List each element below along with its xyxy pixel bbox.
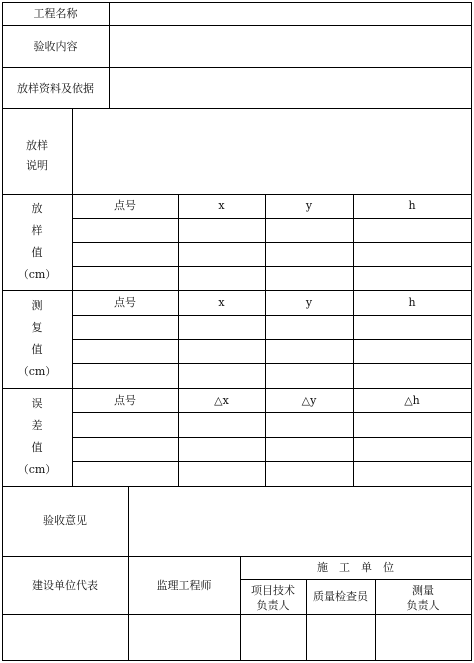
supervisor-label: 监理工程师 (156, 579, 212, 592)
recheck-header-h: h (408, 296, 416, 309)
acceptance-opinion-value[interactable] (129, 487, 471, 556)
stakeout-basis-value[interactable] (110, 68, 471, 108)
quality-inspector-label: 质量检查员 (313, 590, 368, 603)
recheck-header-y: y (305, 296, 313, 309)
col-divider (178, 194, 179, 487)
tech-lead-signature[interactable] (241, 615, 306, 660)
error-values-label: 误 差 值 （cm） (17, 397, 57, 476)
recheck-values-label: 测 复 值 （cm） (17, 299, 57, 378)
stakeout-values-label: 放 样 值 （cm） (17, 202, 57, 281)
grid-line (72, 242, 472, 243)
border-bottom (2, 660, 472, 661)
survey-lead-signature[interactable] (376, 615, 471, 660)
grid-line (72, 461, 472, 462)
supervisor-signature[interactable] (129, 615, 240, 660)
error-header-point: 点号 (114, 394, 136, 407)
stakeout-header-x: x (218, 199, 225, 212)
acceptance-opinion-label: 验收意见 (43, 514, 87, 527)
border-right (471, 2, 472, 661)
stakeout-note-line2: 说明 (26, 159, 48, 172)
col-divider (353, 194, 354, 487)
stakeout-note-line1: 放样 (26, 139, 48, 152)
owner-rep-label: 建设单位代表 (32, 579, 98, 592)
acceptance-content-label: 验收内容 (33, 40, 78, 53)
stakeout-basis-label: 放样资料及依据 (17, 82, 94, 95)
grid-line (72, 266, 472, 267)
acceptance-content-value[interactable] (110, 26, 471, 67)
quality-inspector-signature[interactable] (307, 615, 375, 660)
recheck-header-x: x (218, 296, 225, 309)
error-header-dh: △h (404, 394, 420, 407)
col-divider (265, 194, 266, 487)
stakeout-note-label (2, 136, 72, 176)
owner-rep-signature[interactable] (3, 615, 128, 660)
stakeout-header-h: h (408, 199, 416, 212)
stakeout-header-y: y (305, 199, 313, 212)
grid-line (72, 339, 472, 340)
stakeout-header-point: 点号 (114, 199, 136, 212)
grid-line (72, 412, 472, 413)
stakeout-note-value[interactable] (73, 109, 471, 194)
grid-line (72, 218, 472, 219)
project-name-value[interactable] (110, 3, 471, 25)
error-header-dx: △x (214, 394, 229, 407)
project-name-label: 工程名称 (33, 7, 78, 20)
survey-lead-label: 测量 负责人 (406, 584, 440, 612)
recheck-header-point: 点号 (114, 296, 136, 309)
contractor-label: 施 工 单 位 (317, 561, 394, 574)
grid-line (72, 437, 472, 438)
grid-line (72, 315, 472, 316)
row-divider (2, 556, 472, 557)
grid-line (240, 579, 472, 580)
tech-lead-label: 项目技术 负责人 (251, 584, 295, 612)
error-header-dy: △y (301, 394, 317, 407)
grid-line (72, 363, 472, 364)
